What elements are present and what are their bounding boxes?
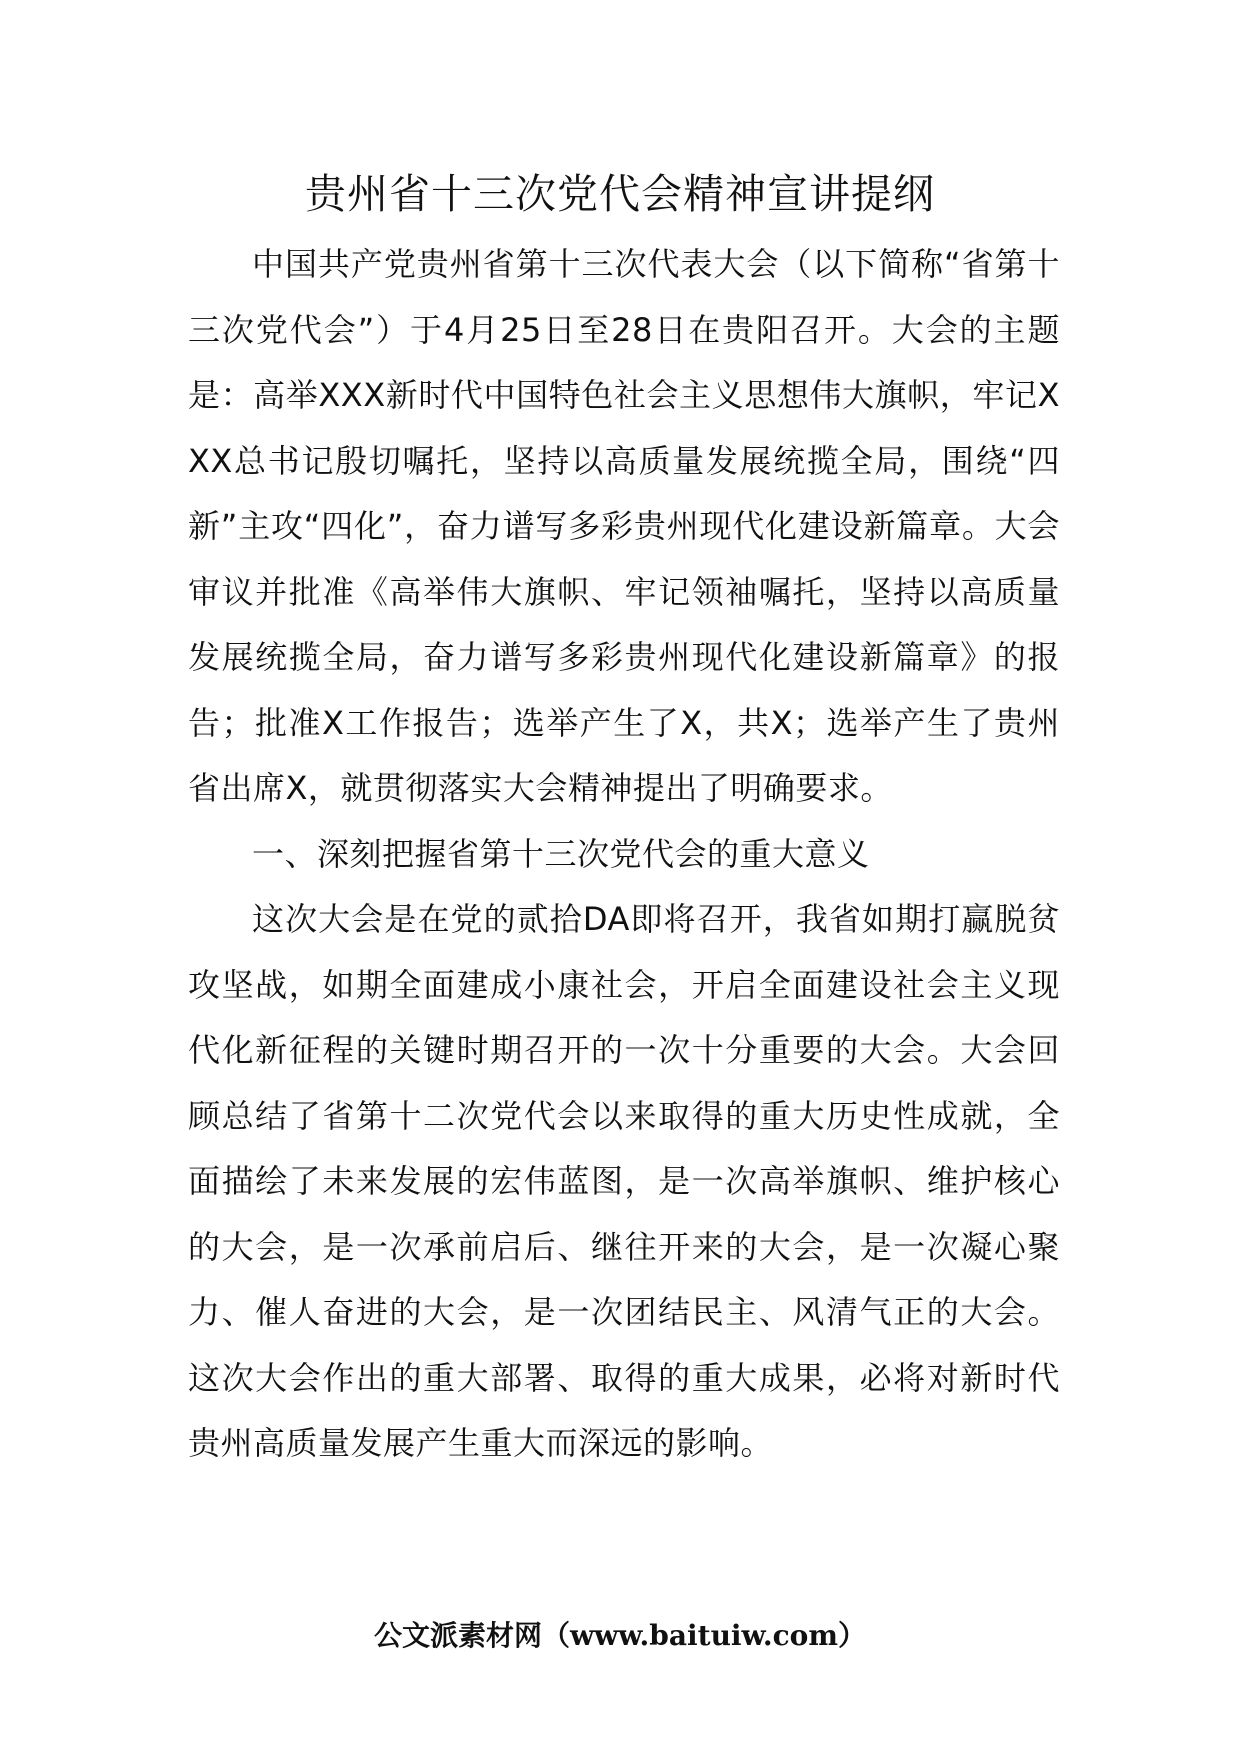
document-body	[188, 232, 1060, 1477]
source-footer: 公文派素材网（www.baituiw.com）	[374, 1619, 866, 1652]
section-heading: 一、深刻把握省第十三次党代会的重大意义	[252, 834, 870, 873]
document-title: 贵州省十三次党代会精神宣讲提纲	[305, 170, 935, 218]
section-paragraph: 这次大会是在党的贰拾DA即将召开，我省如期打赢脱贫攻坚战，如期全面建成小康社会，开启全面建设社会主义现代化新征程的关键时期召开的一次十分重要的大会。大会回顾总结了省第十二次党代会以来取得的重大历史性成就，全面描绘了未来发展的宏伟蓝图，是一次高举旗帜、维护核心的大会，是一次承前启后、继往开来的大会，是一次凝心聚力、催人奋进的大会，是一次团结民主、风清气正的大会。这次大会作出的重大部署、取得的重大成果，必将对新时代贵州高质量发展产生重大而深远的影响。	[188, 900, 1060, 1462]
intro-paragraph: 中国共产党贵州省第十三次代表大会（以下简称“省第十三次党代会”）于4月25日至28日在贵阳召开。大会的主题是：高举XXX新时代中国特色社会主义思想伟大旗帜，牢记XXX总书记殷切嘱托，坚持以高质量发展统揽全局，围绕“四新”主攻“四化”，奋力谱写多彩贵州现代化建设新篇章。大会审议并批准《高举伟大旗帜、牢记领袖嘱托，坚持以高质量发展统揽全局，奋力谱写多彩贵州现代化建设新篇章》的报告；批准X工作报告；选举产生了X，共X；选举产生了贵州省出席X，就贯彻落实大会精神提出了明确要求。	[188, 245, 1060, 807]
